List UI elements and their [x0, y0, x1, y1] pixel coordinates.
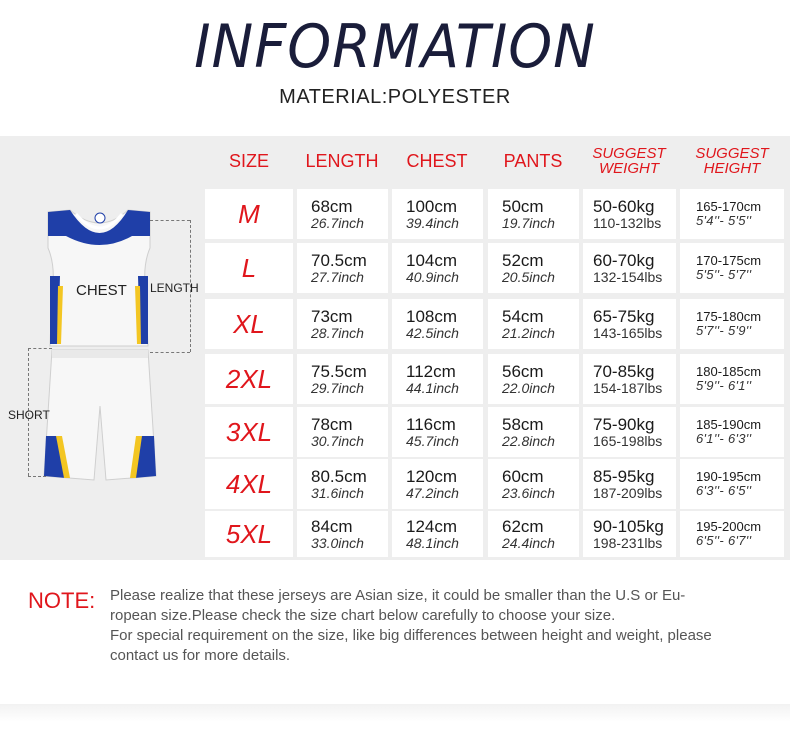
note-label: NOTE:	[28, 588, 96, 613]
chest-cell: 124cm 48.1inch	[392, 511, 483, 557]
length-cell: 75.5cm 29.7inch	[297, 354, 388, 404]
note-text	[110, 586, 780, 666]
short-guide-top	[28, 348, 52, 349]
note-line: For special requirement on the size, like big differences between height and weight, please	[110, 627, 712, 644]
size-cell: 2XL	[205, 354, 293, 404]
pants-cell: 60cm 23.6inch	[488, 459, 579, 509]
weight-cell: 70-85kg 154-187lbs	[583, 354, 676, 404]
pants-cell: 54cm 21.2inch	[488, 299, 579, 349]
length-cell: 73cm 28.7inch	[297, 299, 388, 349]
header-chest: CHEST	[406, 151, 468, 171]
weight-cell: 60-70kg 132-154lbs	[583, 243, 676, 293]
page-title: INFORMATION	[194, 12, 596, 82]
length-cell: 84cm 33.0inch	[297, 511, 388, 557]
height-cell: 175-180cm 5'7''- 5'9''	[680, 299, 784, 349]
size-cell: XL	[205, 299, 293, 349]
bottom-divider	[0, 704, 790, 722]
header-weight: SUGGEST WEIGHT	[592, 145, 666, 177]
size-cell: M	[205, 189, 293, 239]
weight-cell: 50-60kg 110-132lbs	[583, 189, 676, 239]
length-cell: 70.5cm 27.7inch	[297, 243, 388, 293]
height-cell: 190-195cm 6'3''- 6'5''	[680, 459, 784, 509]
note-line: contact us for more details.	[110, 647, 291, 664]
height-cell: 170-175cm 5'5''- 5'7''	[680, 243, 784, 293]
note-line: Please realize that these jerseys are Asian size, it could be smaller than the U.S or Eu-	[110, 587, 686, 604]
size-cell: L	[205, 243, 293, 293]
header-pants: PANTS	[503, 151, 563, 171]
length-guide-bottom	[150, 352, 190, 353]
length-cell: 78cm 30.7inch	[297, 407, 388, 457]
chest-cell: 100cm 39.4inch	[392, 189, 483, 239]
chest-cell: 120cm 47.2inch	[392, 459, 483, 509]
size-cell: 4XL	[205, 459, 293, 509]
size-cell: 5XL	[205, 511, 293, 557]
pants-cell: 52cm 20.5inch	[488, 243, 579, 293]
height-cell: 165-170cm 5'4''- 5'5''	[680, 189, 784, 239]
header-length: LENGTH	[305, 151, 379, 171]
header-size: SIZE	[228, 151, 269, 171]
chest-cell: 104cm 40.9inch	[392, 243, 483, 293]
short-guide-bottom	[28, 476, 46, 477]
weight-cell: 65-75kg 143-165lbs	[583, 299, 676, 349]
chest-cell: 116cm 45.7inch	[392, 407, 483, 457]
pants-cell: 50cm 19.7inch	[488, 189, 579, 239]
pants-cell: 56cm 22.0inch	[488, 354, 579, 404]
size-cell: 3XL	[205, 407, 293, 457]
chest-cell: 112cm 44.1inch	[392, 354, 483, 404]
length-cell: 80.5cm 31.6inch	[297, 459, 388, 509]
chest-cell: 108cm 42.5inch	[392, 299, 483, 349]
short-label: SHORT	[8, 408, 50, 422]
length-label: LENGTH	[150, 281, 199, 295]
weight-cell: 85-95kg 187-209lbs	[583, 459, 676, 509]
weight-cell: 90-105kg 198-231lbs	[583, 511, 676, 557]
material-label: MATERIAL:POLYESTER	[279, 86, 511, 108]
header-height: SUGGEST HEIGHT	[695, 145, 769, 177]
length-guide-top	[150, 220, 190, 221]
pants-cell: 58cm 22.8inch	[488, 407, 579, 457]
length-cell: 68cm 26.7inch	[297, 189, 388, 239]
height-cell: 185-190cm 6'1''- 6'3''	[680, 407, 784, 457]
note-line: ropean size.Please check the size chart below carefully to choose your size.	[110, 607, 616, 624]
chest-label: CHEST	[76, 282, 127, 299]
jersey-figure	[0, 136, 205, 560]
weight-cell: 75-90kg 165-198lbs	[583, 407, 676, 457]
height-cell: 180-185cm 5'9''- 6'1''	[680, 354, 784, 404]
pants-cell: 62cm 24.4inch	[488, 511, 579, 557]
height-cell: 195-200cm 6'5''- 6'7''	[680, 511, 784, 557]
size-chart-panel	[0, 136, 790, 560]
